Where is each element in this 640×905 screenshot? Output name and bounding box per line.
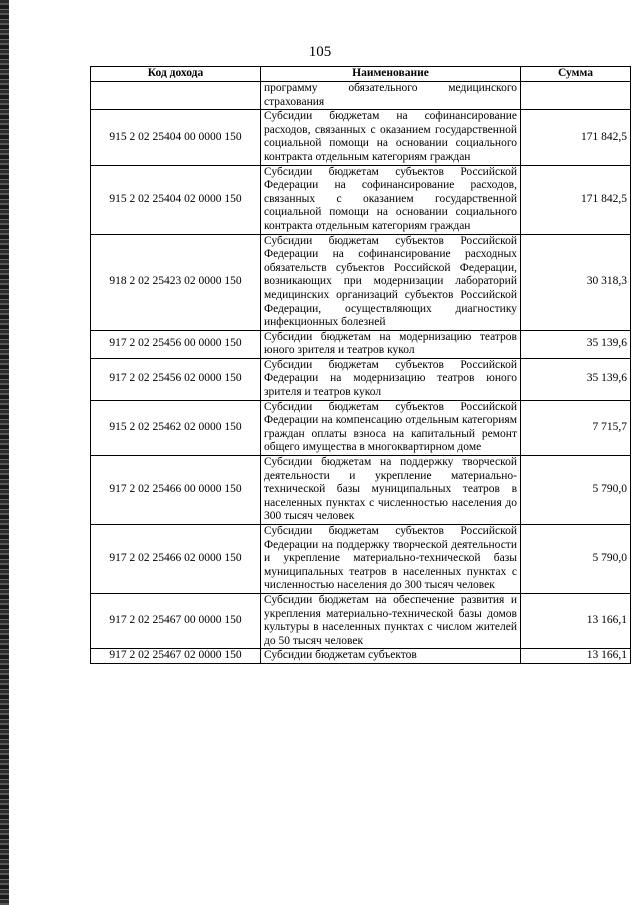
page-number: 105: [308, 44, 332, 60]
header-name: Наименование: [261, 67, 521, 82]
revenue-sum: 35 139,6: [521, 358, 631, 400]
revenue-code: 917 2 02 25466 00 0000 150: [91, 456, 261, 525]
table-row: [91, 525, 631, 594]
table-row: [91, 165, 631, 234]
revenue-name: Субсидии бюджетам на поддержку творческой деятельности и укрепление материально-технической базы муниципальных театров в населенных пунктах с численностью населения до 300 тысяч человек: [261, 456, 521, 525]
table-row: [91, 456, 631, 525]
revenue-code: 918 2 02 25423 02 0000 150: [91, 234, 261, 330]
revenue-name: Субсидии бюджетам субъектов: [261, 649, 521, 664]
revenue-sum: 13 166,1: [521, 593, 631, 648]
revenue-sum: 13 166,1: [521, 649, 631, 664]
revenue-code: 915 2 02 25404 00 0000 150: [91, 110, 261, 165]
revenue-table: [90, 66, 631, 664]
table-row: [91, 330, 631, 358]
revenue-sum: 35 139,6: [521, 330, 631, 358]
table-row: [91, 82, 631, 110]
table-header-row: [91, 67, 631, 82]
revenue-code: 917 2 02 25456 02 0000 150: [91, 358, 261, 400]
revenue-sum: 7 715,7: [521, 400, 631, 455]
revenue-code: 917 2 02 25467 00 0000 150: [91, 593, 261, 648]
revenue-sum: 171 842,5: [521, 165, 631, 234]
revenue-name: Субсидии бюджетам субъектов Российской Федерации на модернизацию театров юного зрителя и театров кукол: [261, 358, 521, 400]
revenue-code: [91, 82, 261, 110]
scan-edge: [0, 0, 9, 905]
table-row: [91, 593, 631, 648]
revenue-name: Субсидии бюджетам на софинансирование расходов, связанных с оказанием государственной социальной помощи на основании социального контракта отдельным категориям граждан: [261, 110, 521, 165]
revenue-sum: 30 318,3: [521, 234, 631, 330]
revenue-name: Субсидии бюджетам на модернизацию театров юного зрителя и театров кукол: [261, 330, 521, 358]
table-row: [91, 110, 631, 165]
revenue-name: Субсидии бюджетам субъектов Российской Федерации на поддержку творческой деятельности и укрепление материально-технической базы муниципальных театров в населенных пунктах с численностью населения до 300 тысяч человек: [261, 525, 521, 594]
revenue-sum: 171 842,5: [521, 110, 631, 165]
revenue-name: Субсидии бюджетам на обеспечение развития и укрепления материально-технической базы домов культуры в населенных пунктах с числом жителей до 50 тысяч человек: [261, 593, 521, 648]
revenue-sum: 5 790,0: [521, 456, 631, 525]
table-row: [91, 234, 631, 330]
revenue-code: 917 2 02 25456 00 0000 150: [91, 330, 261, 358]
revenue-sum: [521, 82, 631, 110]
revenue-code: 915 2 02 25462 02 0000 150: [91, 400, 261, 455]
revenue-name: Субсидии бюджетам субъектов Российской Федерации на софинансирование расходов, связанных с оказанием государственной социальной помощи на основании социального контракта отдельным категориям граждан: [261, 165, 521, 234]
table-row: [91, 649, 631, 664]
revenue-code: 915 2 02 25404 02 0000 150: [91, 165, 261, 234]
revenue-name: программу обязательного медицинского страхования: [261, 82, 521, 110]
revenue-code: 917 2 02 25467 02 0000 150: [91, 649, 261, 664]
header-sum: Сумма: [521, 67, 631, 82]
revenue-name: Субсидии бюджетам субъектов Российской Федерации на софинансирование расходных обязательств субъектов Российской Федерации, возникающих при модернизации лабораторий медицинских организаций субъектов Российской Федерации, осуществляющих диагностику инфекционных болезней: [261, 234, 521, 330]
table-row: [91, 358, 631, 400]
revenue-code: 917 2 02 25466 02 0000 150: [91, 525, 261, 594]
revenue-sum: 5 790,0: [521, 525, 631, 594]
table-row: [91, 400, 631, 455]
revenue-name: Субсидии бюджетам субъектов Российской Федерации на компенсацию отдельным категориям граждан оплаты взноса на капитальный ремонт общего имущества в многоквартирном доме: [261, 400, 521, 455]
header-code: Код дохода: [91, 67, 261, 82]
